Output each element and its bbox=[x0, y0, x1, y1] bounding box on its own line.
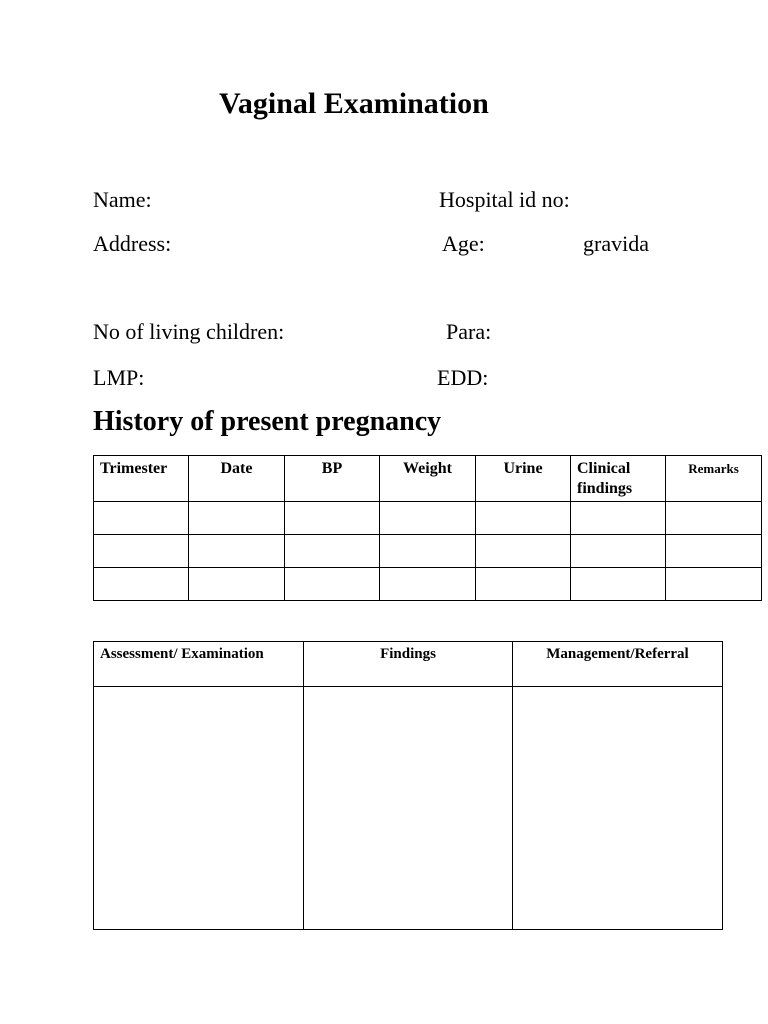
table-cell[interactable] bbox=[285, 568, 380, 601]
history-table bbox=[93, 455, 762, 601]
assessment-header-row bbox=[94, 642, 723, 687]
table-cell[interactable] bbox=[189, 568, 285, 601]
column-header-bp: BP bbox=[285, 456, 380, 502]
management-cell[interactable] bbox=[513, 687, 723, 930]
table-row bbox=[94, 502, 762, 535]
table-row bbox=[94, 568, 762, 601]
table-cell[interactable] bbox=[571, 502, 666, 535]
table-cell[interactable] bbox=[189, 535, 285, 568]
column-header-remarks: Remarks bbox=[666, 456, 762, 502]
gravida-label: gravida bbox=[583, 231, 649, 256]
assessment-cell[interactable] bbox=[94, 687, 304, 930]
table-cell[interactable] bbox=[571, 535, 666, 568]
table-row bbox=[94, 687, 723, 930]
address-label: Address: bbox=[93, 231, 172, 256]
age-label: Age: bbox=[442, 231, 485, 256]
column-header-urine: Urine bbox=[476, 456, 571, 502]
table-cell[interactable] bbox=[380, 568, 476, 601]
para-label: Para: bbox=[446, 319, 492, 344]
assessment-table bbox=[93, 641, 723, 930]
table-cell[interactable] bbox=[571, 568, 666, 601]
table-cell[interactable] bbox=[666, 502, 762, 535]
column-header-trimester: Trimester bbox=[94, 456, 189, 502]
history-header-row bbox=[94, 456, 762, 502]
lmp-label: LMP: bbox=[93, 365, 145, 390]
column-header-date: Date bbox=[189, 456, 285, 502]
table-cell[interactable] bbox=[380, 502, 476, 535]
table-cell[interactable] bbox=[94, 535, 189, 568]
table-cell[interactable] bbox=[666, 535, 762, 568]
table-cell[interactable] bbox=[380, 535, 476, 568]
column-header-management: Management/Referral bbox=[513, 642, 723, 687]
table-cell[interactable] bbox=[476, 568, 571, 601]
table-cell[interactable] bbox=[476, 502, 571, 535]
page-title: Vaginal Examination bbox=[219, 87, 489, 120]
name-label: Name: bbox=[93, 187, 152, 212]
table-cell[interactable] bbox=[94, 502, 189, 535]
table-cell[interactable] bbox=[285, 535, 380, 568]
table-cell[interactable] bbox=[285, 502, 380, 535]
findings-cell[interactable] bbox=[304, 687, 513, 930]
edd-label: EDD: bbox=[437, 365, 489, 390]
table-cell[interactable] bbox=[476, 535, 571, 568]
table-row bbox=[94, 535, 762, 568]
column-header-findings: Findings bbox=[304, 642, 513, 687]
living-children-label: No of living children: bbox=[93, 319, 285, 344]
history-heading: History of present pregnancy bbox=[93, 406, 442, 437]
table-cell[interactable] bbox=[94, 568, 189, 601]
column-header-assessment: Assessment/ Examination bbox=[94, 642, 304, 687]
table-cell[interactable] bbox=[666, 568, 762, 601]
column-header-clinical-findings: Clinical findings bbox=[571, 456, 666, 502]
hospital-id-label: Hospital id no: bbox=[439, 187, 570, 212]
column-header-weight: Weight bbox=[380, 456, 476, 502]
table-cell[interactable] bbox=[189, 502, 285, 535]
